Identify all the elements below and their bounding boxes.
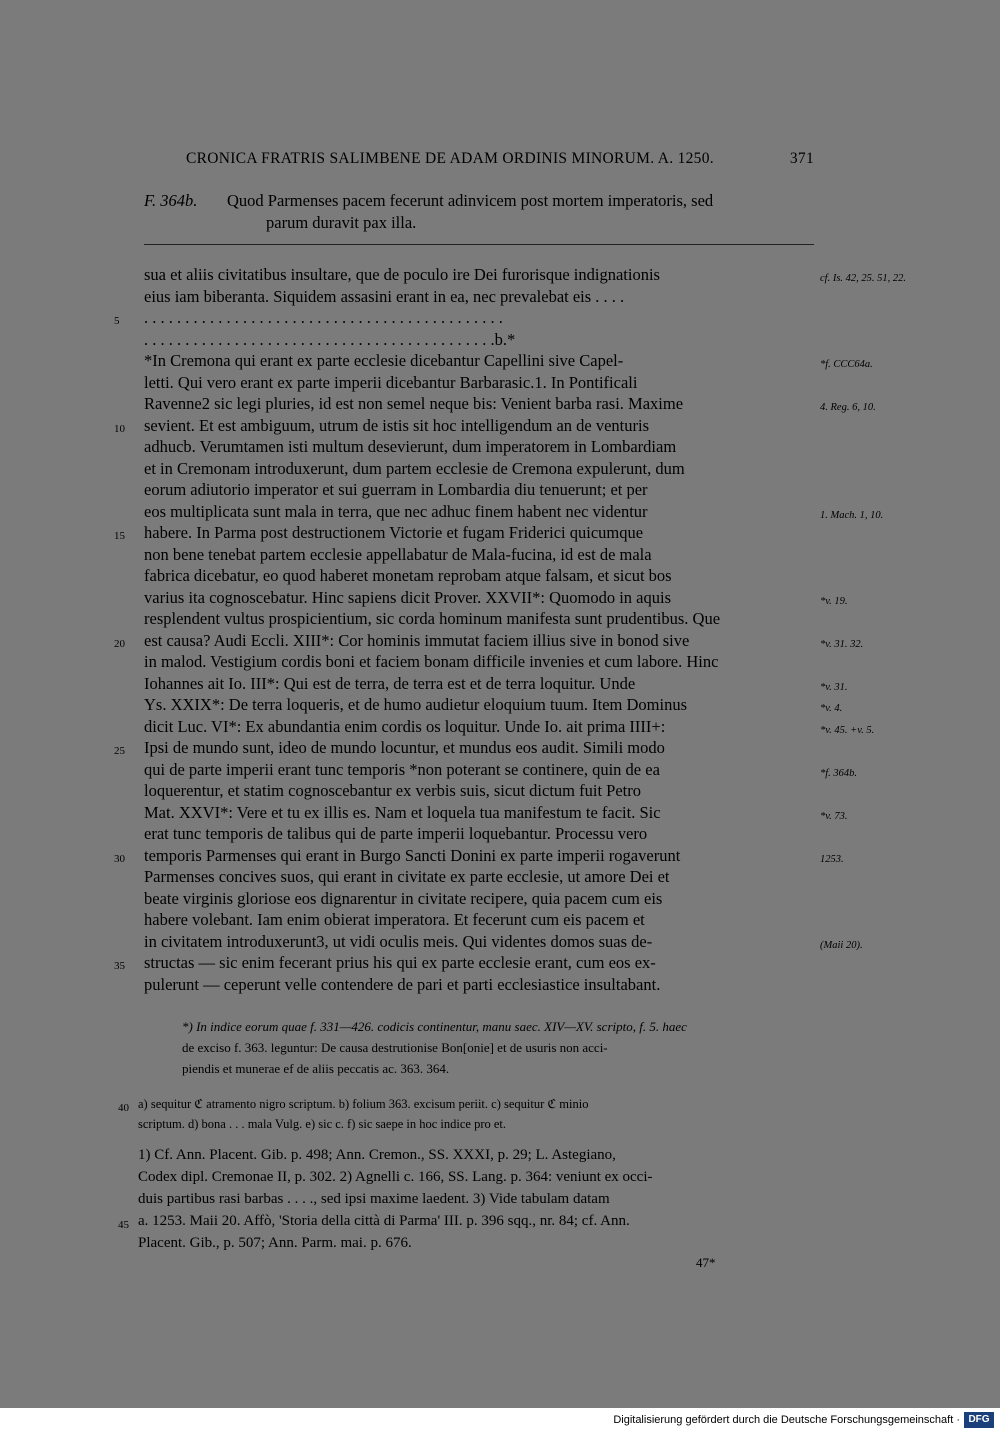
footnote-line (118, 1094, 814, 1114)
footnote-text: 1) Cf. Ann. Placent. Gib. p. 498; Ann. Cremon., SS. XXXI, p. 29; L. Astegiano, (138, 1147, 616, 1163)
margin-note: cf. Is. 42, 25. 51, 22. (820, 273, 907, 284)
text-line (114, 415, 814, 437)
margin-note: 4. Reg. 6, 10. (820, 402, 876, 413)
line-text: sua et aliis civitatibus insultare, que de poculo ire Dei furorisque indignationis (144, 265, 660, 284)
text-line (144, 694, 843, 716)
footnote-line (138, 1188, 814, 1210)
footnote-line (138, 1144, 814, 1166)
footnote-line: de exciso f. 363. leguntur: De causa destrutionise Bon[onie] et de usuris non acci- (182, 1040, 608, 1055)
text-line (144, 587, 848, 609)
line-text: temporis Parmenses qui erant in Burgo Sancti Donini ex parte imperii rogaverunt (144, 845, 681, 865)
line-text: letti. Qui vero erant ex parte imperii dicebantur Barbarasic.1. In Pontificali (144, 372, 638, 392)
margin-note: 1. Mach. 1, 10. (820, 509, 884, 521)
line-text: adhucb. Verumtamen isti multum desevierunt, dum imperatorem in Lombardiam (144, 437, 677, 456)
text-line (144, 823, 814, 845)
line-text: eorum adiutorio imperator et sui guerram in Lombardia diu tenuerunt; et per (144, 480, 648, 499)
line-number: 30 (114, 852, 125, 865)
line-text: pulerunt — ceperunt velle contendere de pari et parti ecclesiastice insultabant. (144, 974, 661, 994)
text-line (144, 479, 814, 501)
line-text: Ravenne2 sic legi pluries, id est non semel neque bis: Venient barba rasi. Maxime (144, 394, 684, 413)
text-line (114, 845, 844, 867)
text-line (144, 780, 814, 802)
footnote-text: duis partibus rasi barbas . . . ., sed ipsi maxime laedent. 3) Vide tabulam datam (138, 1191, 610, 1207)
line-text: dicit Luc. VI*: Ex abundantia enim cordis os loquitur. Unde Io. ait prima IIII+: (144, 716, 666, 736)
line-number: 25 (114, 745, 125, 757)
margin-note: 1253. (820, 853, 844, 865)
margin-note: *f. CCC64a. (820, 359, 873, 370)
page-number: 371 (789, 150, 814, 167)
margin-note: *v. 31. 32. (820, 638, 864, 650)
text-line (144, 329, 814, 351)
line-text: loquerentur, et statim cognoscebantur ex verbis suis, sicut dictum fuit Petro (144, 781, 641, 800)
margin-note: *v. 19. (820, 595, 848, 607)
text-line (144, 608, 814, 630)
line-text: habere. In Parma post destructionem Victorie et fugam Friderici quicumque (144, 523, 644, 542)
line-text: . . . . . . . . . . . . . . . . . . . . . . . . . . . . . . . . . . . . . . . . . . .b.* (144, 329, 516, 349)
line-text: in civitatem introduxerunt3, ut vidi oculis meis. Qui videntes domos suas de- (144, 931, 653, 951)
text-line (144, 759, 858, 781)
margin-note: *v. 4. (820, 703, 843, 714)
text-line (114, 737, 814, 759)
line-text: structas — sic enim fecerant prius his qui ex parte ecclesie erant, cum eos ex- (144, 953, 656, 972)
footnote-text: Placent. Gib., p. 507; Ann. Parm. mai. p. 676. (138, 1235, 412, 1251)
text-line (144, 651, 814, 673)
text-line (114, 307, 814, 329)
text-line (144, 458, 814, 480)
footnote-text: Codex dipl. Cremonae II, p. 302. 2) Agnelli c. 166, SS. Lang. p. 364: veniunt ex occi- (138, 1169, 653, 1185)
line-text: sevient. Et est ambiguum, utrum de istis sit hoc intelligendum an de venturis (144, 415, 650, 435)
line-text: et in Cremonam introduxerunt, dum partem ecclesie de Cremona expulerunt, dum (144, 458, 685, 478)
line-text: eos multiplicata sunt mala in terra, que nec adhuc finem habent nec videntur (144, 501, 648, 521)
line-text: Ys. XXIX*: De terra loqueris, et de humo audietur eloquium tuum. Item Dominus (144, 695, 688, 714)
line-text: beate virginis gloriose eos dignarentur in civitate recipere, quia pacem cum eis (144, 888, 663, 908)
text-line (144, 866, 814, 888)
running-head-title: CRONICA FRATRIS SALIMBENE DE ADAM ORDINIS MINORUM. A. 1250. (186, 150, 714, 167)
text-line (144, 974, 814, 996)
line-text: qui de parte imperii erant tunc temporis *non poterant se continere, quin de ea (144, 759, 660, 779)
footnote-index-note (182, 1016, 814, 1079)
text-line (144, 264, 907, 286)
footnote-text: a. 1253. Maii 20. Affò, 'Storia della città di Parma' III. p. 396 sqq., nr. 84; cf. Ann. (138, 1213, 630, 1229)
text-line (144, 350, 873, 372)
margin-note: *v. 45. +v. 5. (820, 724, 875, 736)
margin-note: *f. 364b. (820, 767, 858, 779)
line-number: 20 (114, 637, 125, 650)
folio-reference: F. 364b. (144, 191, 198, 210)
footnotes-textual (118, 1094, 814, 1134)
margin-note: *v. 73. (820, 810, 848, 822)
line-text: non bene tenebat partem ecclesie appellabatur de Mala-fucina, id est de mala (144, 544, 652, 564)
footnote-line (118, 1210, 814, 1232)
text-line (114, 952, 814, 974)
text-line (144, 802, 848, 824)
line-text: Mat. XXVI*: Vere et tu ex illis es. Nam et loquela tua manifestum te facit. Sic (144, 802, 661, 822)
line-text: fabrica dicebatur, eo quod haberet monetam reprobam atque falsam, et sicut bos (144, 566, 672, 585)
footnote-line: *) In indice eorum quae f. 331—426. codicis continentur, manu saec. XIV—XV. scripto, f. 5. haec (182, 1019, 687, 1034)
line-text: varius ita cognoscebatur. Hinc sapiens dicit Prover. XXVII*: Quomodo in aquis (144, 587, 671, 607)
footnote-line (138, 1232, 814, 1254)
dfg-logo-icon[interactable]: DFG (964, 1412, 994, 1428)
margin-note: (Maii 20). (820, 939, 863, 951)
text-line (144, 286, 814, 308)
line-number: 40 (118, 1102, 129, 1114)
text-line (144, 436, 814, 458)
footnote-line (138, 1166, 814, 1188)
line-text: est causa? Audi Eccli. XIII*: Cor hominis immutat faciem illius sive in bonod sive (144, 630, 690, 650)
line-text: Parmenses concives suos, qui erant in civitate ex parte ecclesie, ut amore Dei et (144, 867, 670, 886)
line-text: in malod. Vestigium cordis boni et faciem bonam difficile invenies et cum labore. Hinc (144, 652, 719, 671)
signature-mark: 47* (696, 1255, 716, 1270)
line-text: Ipsi de mundo sunt, ideo de mundo locuntur, et mundus eos audit. Simili modo (144, 738, 665, 757)
chapter-title-line-2: parum duravit pax illa. (266, 213, 417, 232)
footnote-text: a) sequitur ℭ atramento nigro scriptum. b) folium 363. excisum periit. c) sequitur ℭ minio (138, 1097, 589, 1111)
line-number: 15 (114, 530, 125, 542)
footer-bar (0, 1408, 1000, 1434)
margin-note: *v. 31. (820, 681, 848, 693)
text-line (114, 522, 814, 544)
line-text: Iohannes ait Io. III*: Qui est de terra, de terra est et de terra loquitur. Unde (144, 673, 636, 693)
text-line (144, 673, 848, 695)
text-line (144, 565, 814, 587)
footnote-line (138, 1114, 814, 1134)
line-text: *In Cremona qui erant ex parte ecclesie dicebantur Capellini sive Capel- (144, 351, 624, 370)
line-number: 5 (114, 315, 120, 327)
line-text: . . . . . . . . . . . . . . . . . . . . . . . . . . . . . . . . . . . . . . . . . . . . (144, 308, 503, 327)
line-text: erat tunc temporis de talibus qui de parte imperii loquebantur. Processu vero (144, 824, 648, 843)
text-line (144, 393, 876, 415)
line-number: 10 (114, 422, 125, 435)
footnote-line: piendis et munerae ef de aliis peccatis ac. 363. 364. (182, 1061, 450, 1076)
footnote-text: scriptum. d) bona . . . mala Vulg. e) sic c. f) sic saepe in hoc indice pro et. (138, 1117, 507, 1131)
footnotes-historical (118, 1144, 814, 1254)
chapter-title-line-1: Quod Parmenses pacem fecerunt adinvicem post mortem imperatoris, sed (227, 191, 714, 210)
line-text: habere volebant. Iam enim obierat imperatora. Et fecerunt cum eis pacem et (144, 910, 645, 929)
line-number: 45 (118, 1219, 129, 1231)
text-line (144, 372, 814, 394)
text-line (144, 931, 863, 953)
text-line (144, 501, 884, 523)
text-line (144, 544, 814, 566)
text-line (144, 716, 875, 738)
line-text: eius iam biberanta. Siquidem assasini erant in ea, nec prevalebat eis . . . . (144, 286, 625, 306)
line-text: resplendent vultus prospicientium, sic corda hominum manifesta sunt prudentibus. Que (144, 609, 721, 628)
main-text (114, 264, 907, 995)
text-line (144, 909, 814, 931)
heading-rule (144, 244, 814, 245)
text-line (144, 888, 814, 910)
funding-notice[interactable]: Digitalisierung gefördert durch die Deutsche Forschungsgemeinschaft · (613, 1414, 960, 1426)
line-number: 35 (114, 960, 125, 972)
text-line (114, 630, 864, 652)
